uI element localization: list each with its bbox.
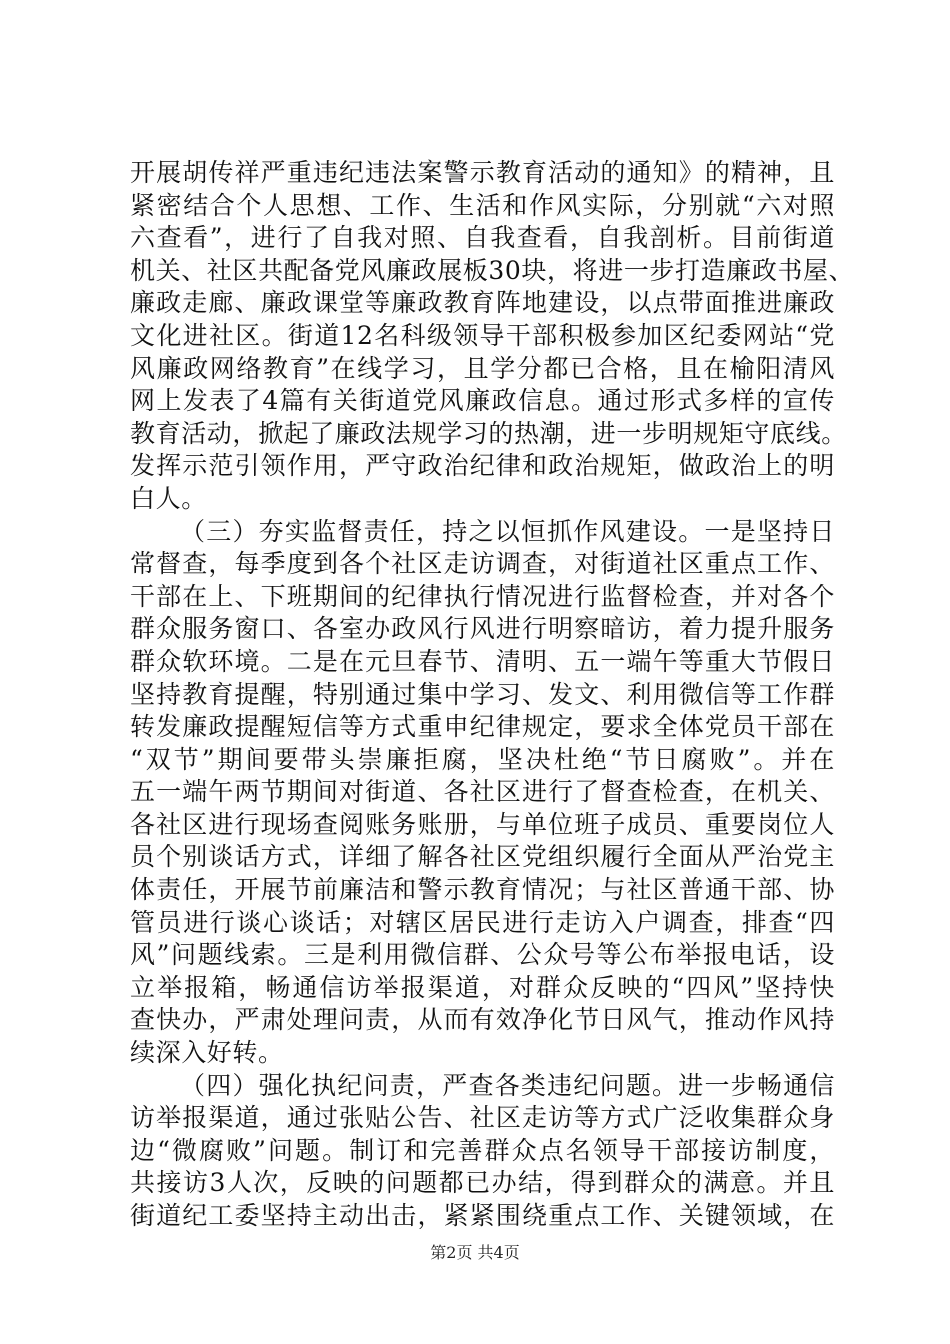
text-line: 转发廉政提醒短信等方式重申纪律规定，要求全体党员干部在 bbox=[130, 712, 835, 742]
text-line: 紧密结合个人思想、工作、生活和作风实际，分别就“六对照 bbox=[130, 190, 835, 220]
page-number-footer: 第2页 共4页 bbox=[430, 1243, 520, 1262]
text-line: 教育活动，掀起了廉政法规学习的热潮，进一步明规矩守底线。 bbox=[130, 418, 847, 448]
text-line: 廉政走廊、廉政课堂等廉政教育阵地建设，以点带面推进廉政 bbox=[130, 288, 835, 318]
text-line: 常督查，每季度到各个社区走访调查，对街道社区重点工作、 bbox=[130, 549, 835, 579]
text-line: 体责任，开展节前廉洁和警示教育情况；与社区普通干部、协 bbox=[130, 875, 835, 905]
text-line: 员个别谈话方式，详细了解各社区党组织履行全面从严治党主 bbox=[130, 842, 835, 872]
text-line: 白人。 bbox=[130, 483, 207, 513]
text-line: 网上发表了4篇有关街道党风廉政信息。通过形式多样的宣传 bbox=[130, 386, 835, 416]
text-line: 风廉政网络教育”在线学习，且学分都已合格，且在榆阳清风 bbox=[130, 353, 835, 383]
text-line: 立举报箱，畅通信访举报渠道，对群众反映的“四风”坚持快 bbox=[130, 972, 835, 1002]
text-line: 续深入好转。 bbox=[130, 1038, 284, 1068]
text-line: 边“微腐败”问题。制订和完善群众点名领导干部接访制度， bbox=[130, 1135, 835, 1165]
text-line: 群众软环境。二是在元旦春节、清明、五一端午等重大节假日 bbox=[130, 646, 835, 676]
text-line: 坚持教育提醒，特别通过集中学习、发文、利用微信等工作群 bbox=[130, 679, 835, 709]
text-line: 五一端午两节期间对街道、各社区进行了督查检查，在机关、 bbox=[130, 777, 835, 807]
text-line: 六查看”，进行了自我对照、自我查看，自我剖析。目前街道 bbox=[130, 223, 835, 253]
document-body bbox=[130, 157, 855, 1233]
paragraph-start-line: （四）强化执纪问责，严查各类违纪问题。进一步畅通信 bbox=[180, 1070, 835, 1100]
text-line: “双节”期间要带头崇廉拒腐，坚决杜绝“节日腐败”。并在 bbox=[130, 744, 835, 774]
text-line: 干部在上、下班期间的纪律执行情况进行监督检查，并对各个 bbox=[130, 581, 835, 611]
paragraph-start-line: （三）夯实监督责任，持之以恒抓作风建设。一是坚持日 bbox=[180, 516, 835, 546]
text-line: 查快办，严肃处理问责，从而有效净化节日风气，推动作风持 bbox=[130, 1005, 835, 1035]
text-line: 开展胡传祥严重违纪违法案警示教育活动的通知》的精神，且 bbox=[130, 158, 835, 187]
text-line: 风”问题线索。三是利用微信群、公众号等公布举报电话，设 bbox=[130, 940, 835, 970]
text-line: 访举报渠道，通过张贴公告、社区走访等方式广泛收集群众身 bbox=[130, 1103, 835, 1133]
text-line: 机关、社区共配备党风廉政展板30块，将进一步打造廉政书屋、 bbox=[130, 255, 855, 285]
text-line: 街道纪工委坚持主动出击，紧紧围绕重点工作、关键领域，在 bbox=[130, 1201, 835, 1230]
text-line: 管员进行谈心谈话；对辖区居民进行走访入户调查，排查“四 bbox=[130, 907, 835, 937]
text-line: 群众服务窗口、各室办政风行风进行明察暗访，着力提升服务 bbox=[130, 614, 835, 644]
text-line: 发挥示范引领作用，严守政治纪律和政治规矩，做政治上的明 bbox=[130, 451, 835, 481]
text-line: 共接访3人次，反映的问题都已办结，得到群众的满意。并且 bbox=[130, 1168, 835, 1198]
text-line: 各社区进行现场查阅账务账册，与单位班子成员、重要岗位人 bbox=[130, 809, 835, 839]
text-line: 文化进社区。街道12名科级领导干部积极参加区纪委网站“党 bbox=[130, 320, 835, 350]
